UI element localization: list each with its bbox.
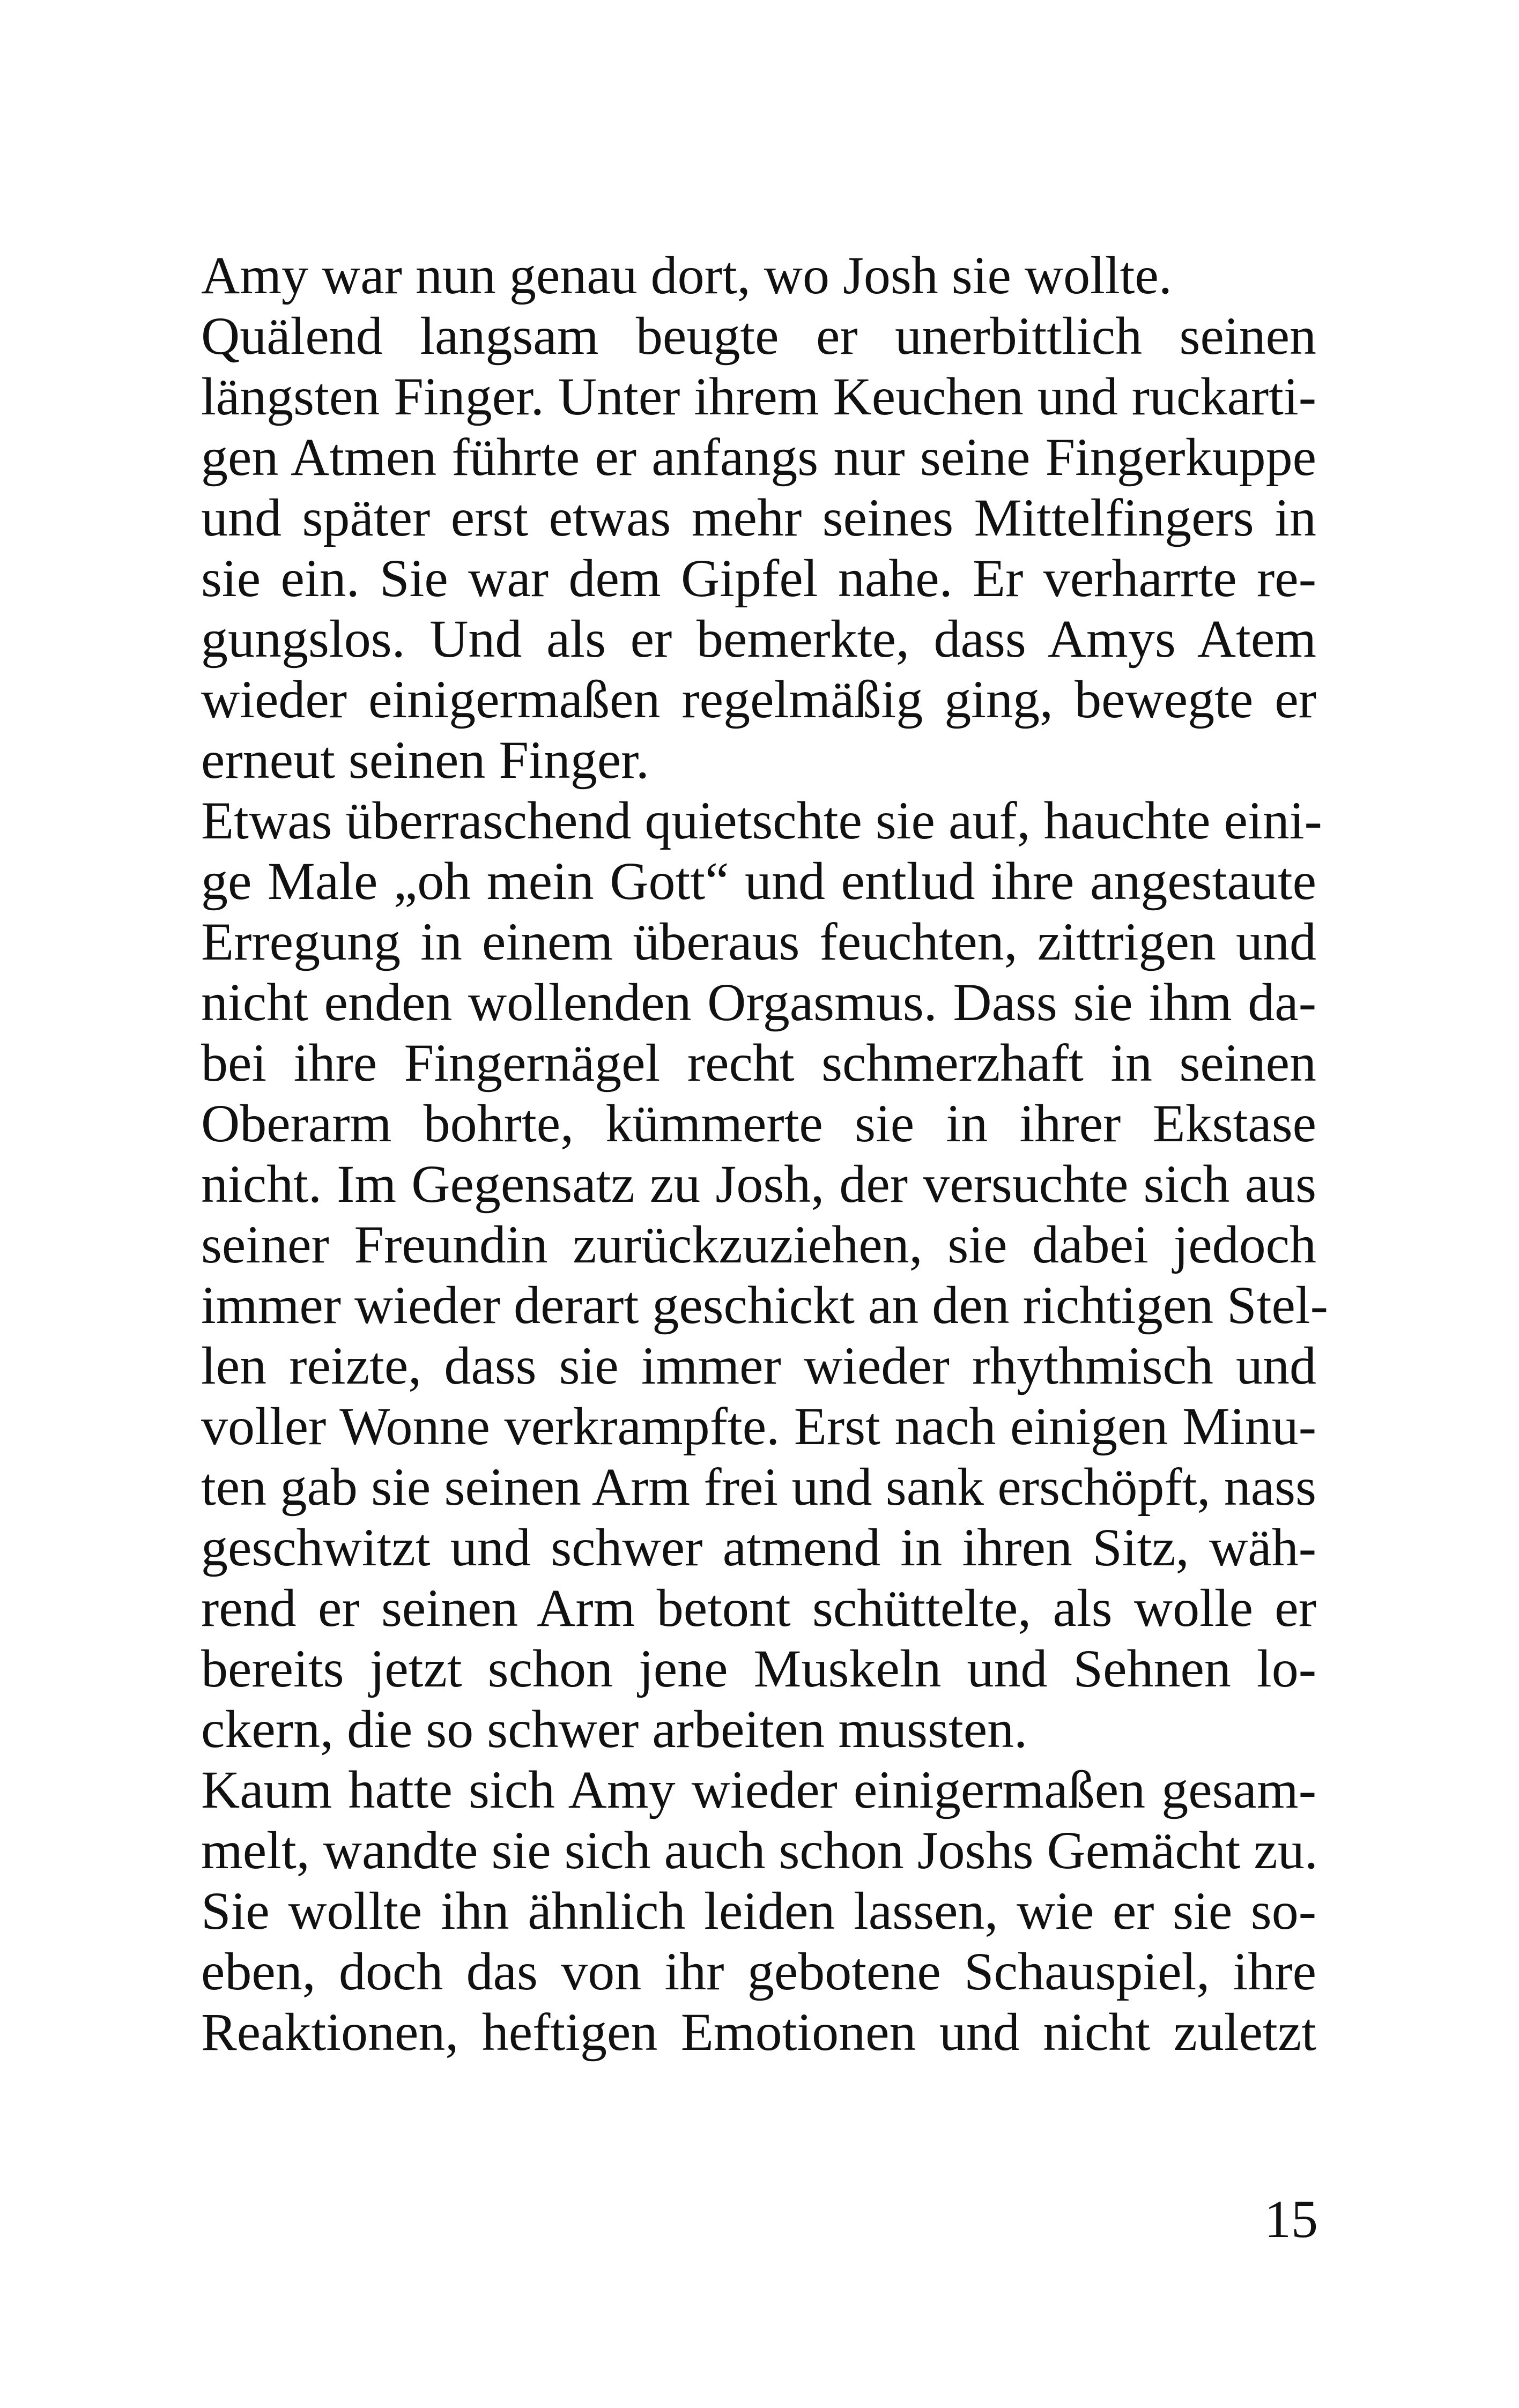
text-line: gen Atmen führte er anfangs nur seine Fingerkuppe bbox=[201, 427, 1316, 487]
text-line: geschwitzt und schwer atmend in ihren Sitz, wäh- bbox=[201, 1518, 1316, 1577]
text-line: nicht enden wollenden Orgasmus. Dass sie ihm da- bbox=[201, 972, 1316, 1032]
text-line: Amy war nun genau dort, wo Josh sie wollte. bbox=[201, 246, 1172, 305]
text-line: sie ein. Sie war dem Gipfel nahe. Er verharrte re- bbox=[201, 548, 1316, 608]
page-number: 15 bbox=[1264, 2189, 1318, 2249]
text-line: Erregung in einem überaus feuchten, zittrigen und bbox=[201, 912, 1316, 971]
text-line: Quälend langsam beugte er unerbittlich seinen bbox=[201, 306, 1316, 366]
text-line: voller Wonne verkrampfte. Erst nach einigen Minu- bbox=[201, 1396, 1316, 1456]
text-line: bereits jetzt schon jene Muskeln und Sehnen lo- bbox=[201, 1639, 1316, 1698]
text-line: ten gab sie seinen Arm frei und sank erschöpft, nass bbox=[201, 1457, 1316, 1517]
text-line: Sie wollte ihn ähnlich leiden lassen, wie er sie so- bbox=[201, 1881, 1316, 1941]
text-line: längsten Finger. Unter ihrem Keuchen und ruckarti- bbox=[201, 367, 1316, 426]
text-line: gungslos. Und als er bemerkte, dass Amys Atem bbox=[201, 609, 1316, 668]
text-line: len reizte, dass sie immer wieder rhythmisch und bbox=[201, 1336, 1316, 1395]
text-line: bei ihre Fingernägel recht schmerzhaft in seinen bbox=[201, 1033, 1316, 1092]
text-line: Kaum hatte sich Amy wieder einigermaßen gesam- bbox=[201, 1760, 1316, 1819]
text-line: Oberarm bohrte, kümmerte sie in ihrer Ekstase bbox=[201, 1094, 1316, 1153]
text-line: und später erst etwas mehr seines Mittelfingers in bbox=[201, 488, 1316, 547]
text-line: nicht. Im Gegensatz zu Josh, der versuchte sich aus bbox=[201, 1154, 1316, 1214]
text-line: wieder einigermaßen regelmäßig ging, bewegte er bbox=[201, 670, 1316, 729]
text-line: seiner Freundin zurückzuziehen, sie dabei jedoch bbox=[201, 1215, 1316, 1274]
text-line: ge Male „oh mein Gott“ und entlud ihre angestaute bbox=[201, 851, 1316, 911]
body-text bbox=[201, 245, 1328, 2062]
text-line: erneut seinen Finger. bbox=[201, 730, 649, 790]
text-line: ckern, die so schwer arbeiten mussten. bbox=[201, 1699, 1028, 1759]
text-line: Etwas überraschend quietschte sie auf, hauchte eini- bbox=[201, 791, 1322, 850]
text-line: immer wieder derart geschickt an den richtigen Stel- bbox=[201, 1275, 1328, 1335]
text-line: eben, doch das von ihr gebotene Schauspiel, ihre bbox=[201, 1942, 1316, 2001]
text-line: Reaktionen, heftigen Emotionen und nicht zuletzt bbox=[201, 2002, 1316, 2062]
text-line: melt, wandte sie sich auch schon Joshs Gemächt zu. bbox=[201, 1820, 1318, 1880]
text-line: rend er seinen Arm betont schüttelte, als wolle er bbox=[201, 1578, 1316, 1638]
